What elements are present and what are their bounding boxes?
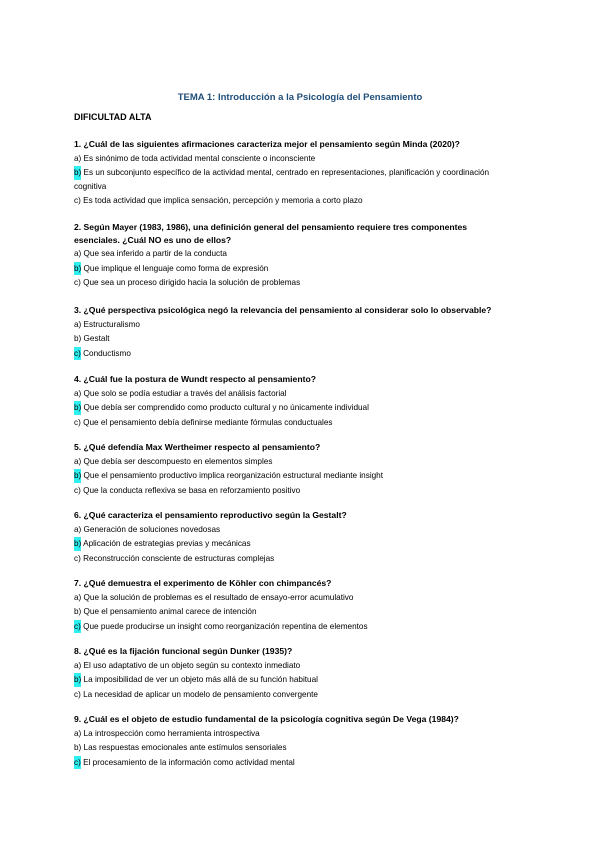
- option-c: [74, 347, 504, 361]
- question-text: 4. ¿Cuál fue la postura de Wundt respecto al pensamiento?: [74, 374, 316, 384]
- question-6: [74, 509, 504, 565]
- option-letter: a): [74, 524, 82, 534]
- option-text: Que el pensamiento animal carece de intención: [81, 607, 257, 616]
- question-text: 9. ¿Cuál es el objeto de estudio fundamental de la psicología cognitiva según De Vega (1984)?: [74, 714, 459, 724]
- option-b: [74, 605, 504, 619]
- correct-option-letter: b): [74, 401, 81, 415]
- option-letter: c): [74, 485, 81, 495]
- option-letter: a): [74, 592, 82, 602]
- option-letter: c): [74, 196, 81, 205]
- correct-option-letter: c): [74, 620, 81, 634]
- option-letter: a): [74, 249, 82, 258]
- question-4: [74, 373, 504, 429]
- option-text: El procesamiento de la información como actividad mental: [80, 757, 295, 767]
- option-a: [74, 318, 504, 332]
- option-text: Aplicación de estrategias previas y mecánicas: [81, 539, 251, 548]
- option-c: [74, 194, 504, 208]
- question-5: [74, 441, 504, 497]
- option-text: La introspección como herramienta introspectiva: [81, 728, 260, 738]
- question-text: 2. Según Mayer (1983, 1986), una definición general del pensamiento requiere tres componentes esenciales. ¿Cuál NO es uno de ellos?: [74, 222, 468, 245]
- option-b: [74, 262, 504, 276]
- question-text: 3. ¿Qué perspectiva psicológica negó la relevancia del pensamiento al considerar solo lo observable?: [74, 305, 492, 315]
- option-text: El uso adaptativo de un objeto según su contexto inmediato: [81, 660, 301, 670]
- option-c: [74, 276, 504, 290]
- option-b: [74, 332, 504, 346]
- correct-option-letter: b): [74, 537, 81, 551]
- option-text: Que la solución de problemas es el resultado de ensayo-error acumulativo: [81, 592, 354, 602]
- option-letter: a): [74, 388, 82, 398]
- correct-option-letter: c): [74, 347, 81, 361]
- option-text: Las respuestas emocionales ante estímulos sensoriales: [81, 743, 287, 752]
- option-text: La necesidad de aplicar un modelo de pensamiento convergente: [80, 689, 318, 699]
- question-text: 5. ¿Qué defendía Max Wertheimer respecto al pensamiento?: [74, 442, 321, 452]
- option-letter: b): [74, 334, 82, 343]
- question-text: 1. ¿Cuál de las siguientes afirmaciones caracteriza mejor el pensamiento según Minda (2020)?: [74, 139, 460, 149]
- option-b: [74, 537, 504, 551]
- option-text: Que el pensamiento productivo implica reorganización estructural mediante insight: [81, 471, 384, 480]
- difficulty-label: DIFICULTAD ALTA: [74, 112, 152, 122]
- correct-option-letter: b): [74, 262, 81, 276]
- option-a: [74, 727, 504, 741]
- option-letter: a): [74, 456, 82, 466]
- option-letter: a): [74, 728, 82, 738]
- question-9: [74, 713, 504, 769]
- option-text: Reconstrucción consciente de estructuras complejas: [80, 553, 275, 563]
- question-2: [74, 221, 504, 290]
- question-7: [74, 577, 504, 633]
- option-text: Generación de soluciones novedosas: [81, 524, 221, 534]
- correct-option-letter: b): [74, 166, 81, 180]
- question-text: 6. ¿Qué caracteriza el pensamiento reproductivo según la Gestalt?: [74, 510, 347, 520]
- option-text: Estructuralismo: [81, 319, 140, 329]
- option-b: [74, 401, 504, 415]
- option-c: [74, 484, 504, 498]
- option-text: Que la conducta reflexiva se basa en reforzamiento positivo: [80, 485, 301, 495]
- option-text: Que debía ser descompuesto en elementos simples: [81, 456, 273, 466]
- option-text: Que sea inferido a partir de la conducta: [81, 249, 227, 258]
- option-c: [74, 416, 504, 430]
- option-a: [74, 659, 504, 673]
- option-c: [74, 620, 504, 634]
- option-a: [74, 247, 504, 261]
- question-3: [74, 304, 504, 360]
- option-text: Que sea un proceso dirigido hacia la solución de problemas: [80, 278, 301, 287]
- option-a: [74, 591, 504, 605]
- question-1: [74, 138, 504, 208]
- option-a: [74, 523, 504, 537]
- option-letter: a): [74, 153, 82, 163]
- option-b: [74, 166, 504, 193]
- option-letter: c): [74, 417, 81, 427]
- option-c: [74, 552, 504, 566]
- question-text: 7. ¿Qué demuestra el experimento de Köhler con chimpancés?: [74, 578, 332, 588]
- option-letter: a): [74, 660, 82, 670]
- correct-option-letter: c): [74, 756, 81, 770]
- option-text: Conductismo: [80, 348, 131, 358]
- option-text: Es toda actividad que implica sensación, percepción y memoria a corto plazo: [80, 196, 363, 205]
- option-a: [74, 455, 504, 469]
- option-b: [74, 673, 504, 687]
- question-8: [74, 645, 504, 701]
- option-c: [74, 756, 504, 770]
- option-text: Que puede producirse un insight como reorganización repentina de elementos: [80, 621, 368, 631]
- option-letter: c): [74, 689, 81, 699]
- option-text: Es sinónimo de toda actividad mental consciente o inconsciente: [81, 153, 316, 163]
- question-text: 8. ¿Qué es la fijación funcional según Dunker (1935)?: [74, 646, 293, 656]
- option-text: Que debía ser comprendido como producto cultural y no únicamente individual: [81, 403, 369, 412]
- option-letter: c): [74, 553, 81, 563]
- option-text: Que el pensamiento debía definirse mediante fórmulas conductuales: [80, 417, 333, 427]
- correct-option-letter: b): [74, 673, 81, 687]
- option-letter: b): [74, 743, 82, 752]
- option-a: [74, 152, 504, 166]
- option-a: [74, 387, 504, 401]
- option-text: Que solo se podía estudiar a través del análisis factorial: [81, 388, 287, 398]
- option-c: [74, 688, 504, 702]
- option-text: Es un subconjunto específico de la actividad mental, centrado en representaciones, planificación y coordinación cognitiva: [74, 168, 490, 191]
- correct-option-letter: b): [74, 469, 81, 483]
- option-text: La imposibilidad de ver un objeto más allá de su función habitual: [81, 675, 318, 684]
- option-letter: c): [74, 278, 81, 287]
- option-b: [74, 741, 504, 755]
- document-title: TEMA 1: Introducción a la Psicología del Pensamiento: [177, 92, 423, 103]
- option-text: Gestalt: [81, 334, 110, 343]
- option-letter: b): [74, 607, 82, 616]
- option-letter: a): [74, 319, 82, 329]
- option-b: [74, 469, 504, 483]
- option-text: Que implique el lenguaje como forma de expresión: [81, 263, 269, 273]
